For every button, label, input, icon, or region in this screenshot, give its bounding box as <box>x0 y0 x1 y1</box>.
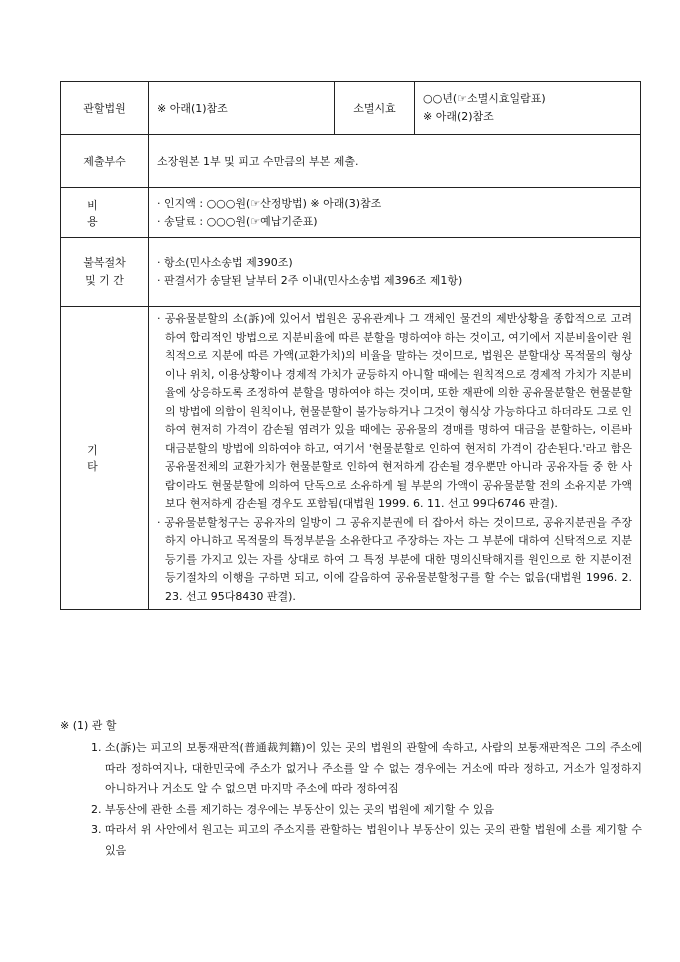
copies-label: 제출부수 <box>61 135 149 188</box>
other-paragraph-2: · 공유물분할청구는 공유자의 일방이 그 공유지분권에 터 잡아서 하는 것이므로, 공유지분권을 주장하지 아니하고 목적물의 특정부분을 소유한다고 주장하는 자는 그 부분에 대하여 신탁적으로 지분등기를 가지고 있는 자를 상대로 하여 그 특정 부분에 대한 명의신탁해지를 원인으로 한 지분이전등기절차의 이행을 구하면 되고, 이에 갈음하여 공유물분할청구를 할 수는 없음(대법원 1996. 2. 23. 선고 95다8430 판결). <box>157 515 632 603</box>
appeal-value <box>149 238 641 307</box>
info-table <box>60 81 641 610</box>
notes-title: ※ (1) 관 할 <box>60 719 117 732</box>
note-item-1 <box>60 738 642 800</box>
appeal-label <box>61 238 149 307</box>
other-value <box>149 307 641 610</box>
court-label: 관할법원 <box>61 82 149 135</box>
notes-section <box>60 716 642 861</box>
court-value: ※ 아래(1)참조 <box>149 82 335 135</box>
cost-row <box>61 188 641 238</box>
note-number-1: 1. <box>91 741 102 754</box>
other-paragraph-1: · 공유물분할의 소(訴)에 있어서 법원은 공유관계나 그 객체인 물건의 제반상황을 종합적으로 고려하여 합리적인 방법으로 지분비율에 따른 분할을 명하여야 하는 것이고, 여기에서 지분비율이란 원칙적으로 지분에 따른 가액(교환가치)의 비율을 말하는 것이므로, 법원은 분할대상 목적물의 형상이나 위치, 이용상황이나 경제적 가치가 균등하지 아니할 때에는 원칙적으로 경제적 가치가 지분비율에 상응하도록 조정하여 분할을 명하여야 하는 것이며, 또한 재판에 의한 공유물분할은 현물분할의 방법에 의함이 원칙이나, 현물분할이 불가능하거나 그것이 형식상 가능하다고 하더라도 그로 인하여 현저히 가격이 감손될 염려가 있을 때에는 공유물의 경매를 명하여 대금을 분할하는, 이른바 대금분할의 방법에 의하여야 하고, 여기서 '현물분할로 인하여 현저히 가격이 감손된다.'라고 함은 공유물전체의 교환가치가 현물분할로 인하여 현저하게 감손될 경우뿐만 아니라 공유자들 중 한 사람이라도 현물분할에 의하여 단독으로 소유하게 될 부분의 가액이 공유물분할 전의 소유지분 가액보다 현저하게 감손될 경우도 포함됨(대법원 1999. 6. 11. 선고 99다6746 판결). <box>157 312 632 510</box>
appeal-label-line-2: 및 기 간 <box>85 274 124 287</box>
note-text-1: 소(訴)는 피고의 보통재판적(普通裁判籍)이 있는 곳의 법원의 관할에 속하고, 사람의 보통재판적은 그의 주소에 따라 정하여지나, 대한민국에 주소가 없거나 주소를 알 수 없는 경우에는 거소에 따라 정하고, 거소가 일정하지 아니하거나 거소도 알 수 없으면 마지막 주소에 따라 정하여짐 <box>105 741 642 795</box>
other-row <box>61 307 641 610</box>
copies-row <box>61 135 641 188</box>
service-fee-line: · 송달료 : ○○○원(☞예납기준표) <box>157 214 318 228</box>
note-text-3: 따라서 위 사안에서 원고는 피고의 주소지를 관할하는 법원이나 부동산이 있는 곳의 관할 법원에 소를 제기할 수 있음 <box>105 823 642 857</box>
stamp-fee-line: · 인지액 : ○○○원(☞산정방법) ※ 아래(3)참조 <box>157 196 382 210</box>
limitation-label: 소멸시효 <box>335 82 415 135</box>
limitation-line-1: ○○년(☞소멸시효일람표) <box>423 92 546 105</box>
note-text-2: 부동산에 관한 소를 제기하는 경우에는 부동산이 있는 곳의 법원에 제기할 수 있음 <box>105 802 495 816</box>
other-label: 기 타 <box>61 307 149 610</box>
appeal-row <box>61 238 641 307</box>
appeal-line-1: · 항소(민사소송법 제390조) <box>157 256 293 269</box>
appeal-line-2: · 판결서가 송달된 날부터 2주 이내(민사소송법 제396조 제1항) <box>157 274 463 287</box>
copies-value: 소장원본 1부 및 피고 수만큼의 부본 제출. <box>149 135 641 188</box>
court-row <box>61 82 641 135</box>
note-number-2: 2. <box>91 802 102 816</box>
note-item-2 <box>60 800 642 821</box>
cost-value <box>149 188 641 238</box>
limitation-value <box>415 82 641 135</box>
note-number-3: 3. <box>91 823 102 836</box>
appeal-label-line-1: 불복절차 <box>83 256 126 269</box>
cost-label: 비 용 <box>61 188 149 238</box>
note-item-3 <box>60 820 642 861</box>
limitation-line-2: ※ 아래(2)참조 <box>423 110 494 123</box>
